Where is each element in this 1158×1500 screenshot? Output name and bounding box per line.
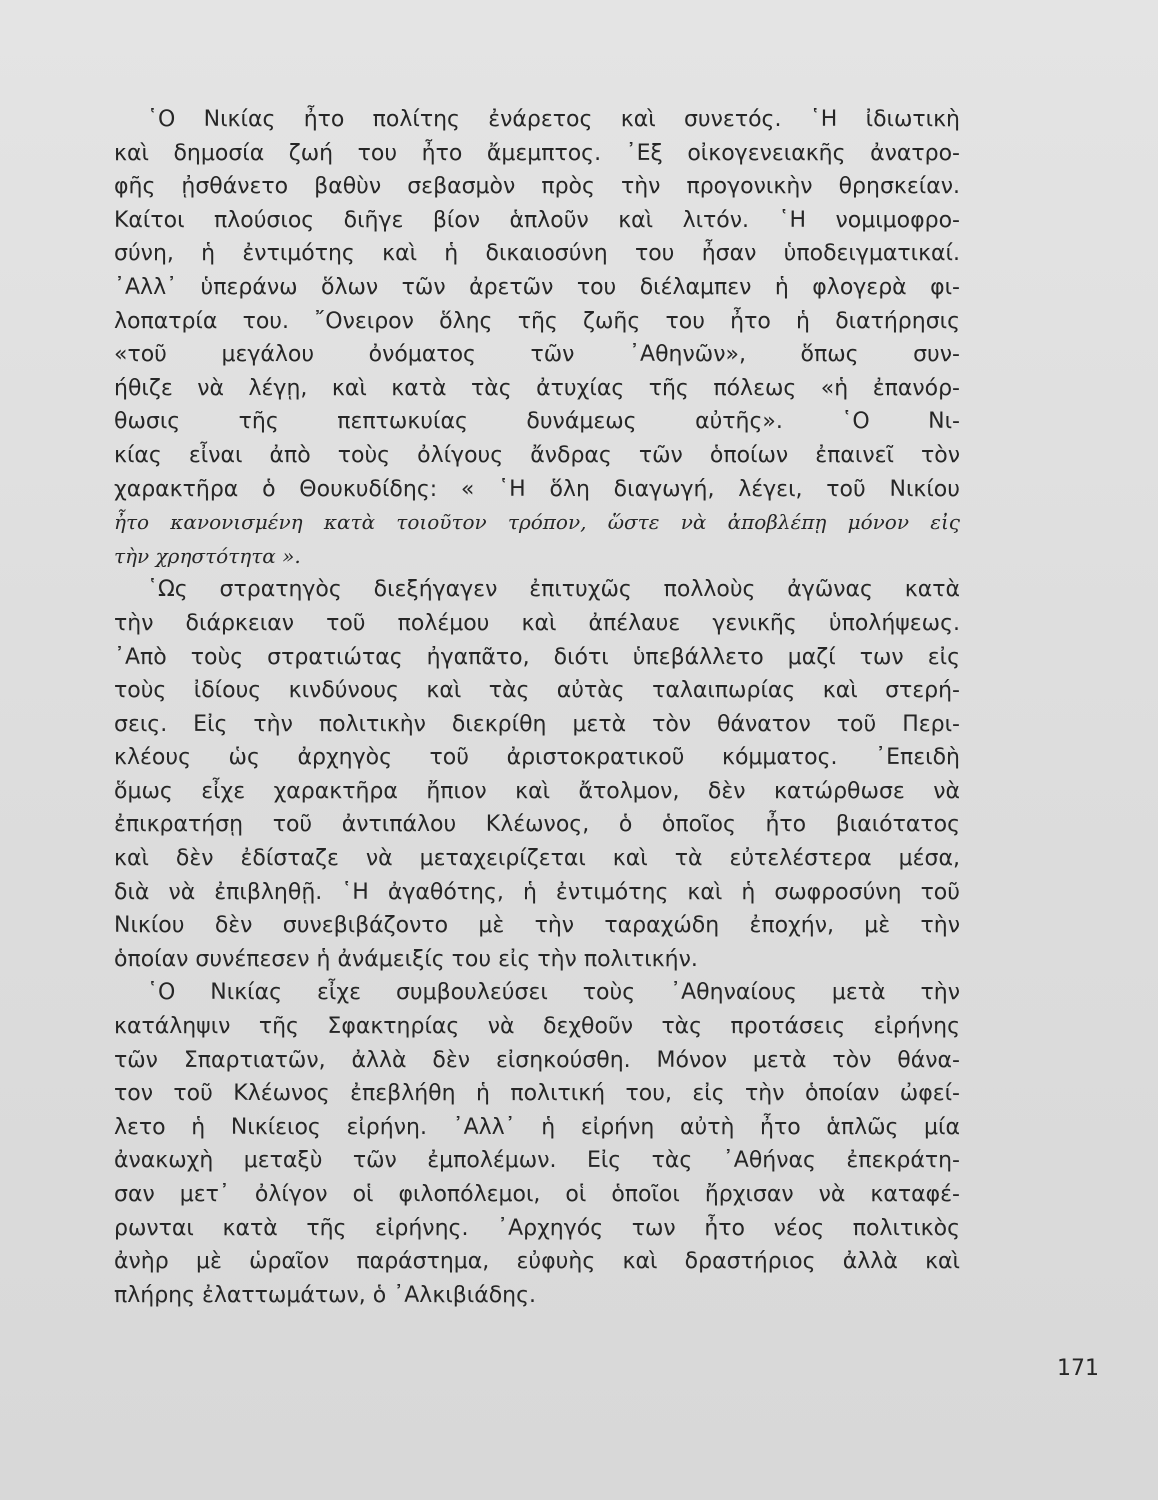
- text-line: κλέους ὡς ἀρχηγὸς τοῦ ἀριστοκρατικοῦ κόμματος. ᾿Επειδὴ: [114, 745, 960, 771]
- text-line: ἀνὴρ μὲ ὡραῖον παράστημα, εὐφυὴς καὶ δραστήριος ἀλλὰ καὶ: [114, 1249, 960, 1275]
- text-line: τὴν διάρκειαν τοῦ πολέμου καὶ ἀπέλαυε γενικῆς ὑπολήψεως.: [114, 610, 960, 636]
- text-line: τῶν Σπαρτιατῶν, ἀλλὰ δὲν εἰσηκούσθη. Μόνον μετὰ τὸν θάνα-: [114, 1047, 960, 1073]
- text-line: θωσις τῆς πεπτωκυίας δυνάμεως αὐτῆς». ῾Ο Νι-: [114, 409, 960, 435]
- text-line: ἀνακωχὴ μεταξὺ τῶν ἐμπολέμων. Εἰς τὰς ᾿Αθήνας ἐπεκράτη-: [114, 1148, 960, 1174]
- text-line: πλήρης ἐλαττωμάτων, ὁ ᾿Αλκιβιάδης.: [114, 1282, 537, 1308]
- text-line: ᾿Απὸ τοὺς στρατιώτας ἠγαπᾶτο, διότι ὑπεβάλλετο μαζί των εἰς: [114, 644, 960, 670]
- text-line: ᾿Αλλ᾿ ὑπεράνω ὅλων τῶν ἀρετῶν του διέλαμπεν ἡ φλογερὰ φι-: [114, 274, 960, 300]
- text-line: ἐπικρατήσῃ τοῦ ἀντιπάλου Κλέωνος, ὁ ὁποῖος ἦτο βιαιότατος: [114, 812, 960, 838]
- text-line: καὶ δημοσία ζωή του ἦτο ἄμεμπτος. ᾿Εξ οἰκογενειακῆς ἀνατρο-: [114, 140, 960, 166]
- text-line: σύνη, ἡ ἐντιμότης καὶ ἡ δικαιοσύνη του ἦσαν ὑποδειγματικαί.: [114, 241, 960, 267]
- text-line: ὅμως εἶχε χαρακτῆρα ἤπιον καὶ ἄτολμον, δὲν κατώρθωσε νὰ: [114, 778, 960, 804]
- text-line: ῾Ο Νικίας ἦτο πολίτης ἐνάρετος καὶ συνετός. ῾Η ἰδιωτικὴ: [147, 107, 960, 132]
- text-line: λοπατρία του. ῎Ονειρον ὅλης τῆς ζωῆς του ἦτο ἡ διατήρησις: [114, 308, 960, 334]
- text-line: καὶ δὲν ἐδίσταζε νὰ μεταχειρίζεται καὶ τὰ εὐτελέστερα μέσα,: [114, 846, 960, 872]
- text-line: σαν μετ᾿ ὀλίγον οἱ φιλοπόλεμοι, οἱ ὁποῖοι ἤρχισαν νὰ καταφέ-: [114, 1182, 960, 1207]
- text-line: «τοῦ μεγάλου ὀνόματος τῶν ᾿Αθηνῶν», ὅπως συν-: [114, 342, 960, 368]
- text-line: ήθιζε νὰ λέγῃ, καὶ κατὰ τὰς ἀτυχίας τῆς πόλεως «ἡ ἐπανόρ-: [114, 375, 960, 401]
- quote-line: ἦτο κανονισμένη κατὰ τοιοῦτον τρόπον, ὥστε νὰ ἀποβλέπῃ μόνον εἰς: [114, 510, 960, 535]
- text-line: ρωνται κατὰ τῆς εἰρήνης. ᾿Αρχηγός των ἦτο νέος πολιτικὸς: [114, 1215, 960, 1241]
- text-line: κατάληψιν τῆς Σφακτηρίας νὰ δεχθοῦν τὰς προτάσεις εἰρήνης: [114, 1014, 960, 1040]
- quote-line: τὴν χρηστότητα ».: [114, 543, 301, 568]
- text-line: κίας εἶναι ἀπὸ τοὺς ὀλίγους ἄνδρας τῶν ὁποίων ἐπαινεῖ τὸν: [114, 442, 960, 468]
- text-line: διὰ νὰ ἐπιβληθῇ. ῾Η ἀγαθότης, ἡ ἐντιμότης καὶ ἡ σωφροσύνη τοῦ: [114, 879, 960, 905]
- page-number: 171: [1057, 1356, 1099, 1381]
- text-line: τοὺς ἰδίους κινδύνους καὶ τὰς αὐτὰς ταλαιπωρίας καὶ στερή-: [114, 678, 960, 704]
- text-line: σεις. Εἰς τὴν πολιτικὴν διεκρίθη μετὰ τὸν θάνατον τοῦ Περι-: [114, 711, 960, 737]
- text-line: Νικίου δὲν συνεβιβάζοντο μὲ τὴν ταραχώδη ἐποχήν, μὲ τὴν: [114, 913, 960, 939]
- text-line: χαρακτῆρα ὁ Θουκυδίδης: « ῾Η ὅλη διαγωγή, λέγει, τοῦ Νικίου: [114, 476, 960, 502]
- text-line: Καίτοι πλούσιος διῆγε βίον ἁπλοῦν καὶ λιτόν. ῾Η νομιμοφρο-: [114, 207, 960, 233]
- text-line: λετο ἡ Νικίειος εἰρήνη. ᾿Αλλ᾿ ἡ εἰρήνη αὐτὴ ἦτο ἁπλῶς μία: [114, 1114, 960, 1140]
- text-line: φῆς ᾐσθάνετο βαθὺν σεβασμὸν πρὸς τὴν προγονικὴν θρησκείαν.: [114, 174, 960, 200]
- text-line: τον τοῦ Κλέωνος ἐπεβλήθη ἡ πολιτική του, εἰς τὴν ὁποίαν ὠφεί-: [114, 1081, 960, 1107]
- body-text: [114, 103, 960, 1312]
- text-line: ῾Ως στρατηγὸς διεξήγαγεν ἐπιτυχῶς πολλοὺς ἀγῶνας κατὰ: [147, 577, 960, 603]
- text-line: ῾Ο Νικίας εἶχε συμβουλεύσει τοὺς ᾿Αθηναίους μετὰ τὴν: [147, 980, 960, 1006]
- text-line: ὁποίαν συνέπεσεν ἡ ἀνάμειξίς του εἰς τὴν πολιτικήν.: [114, 946, 698, 972]
